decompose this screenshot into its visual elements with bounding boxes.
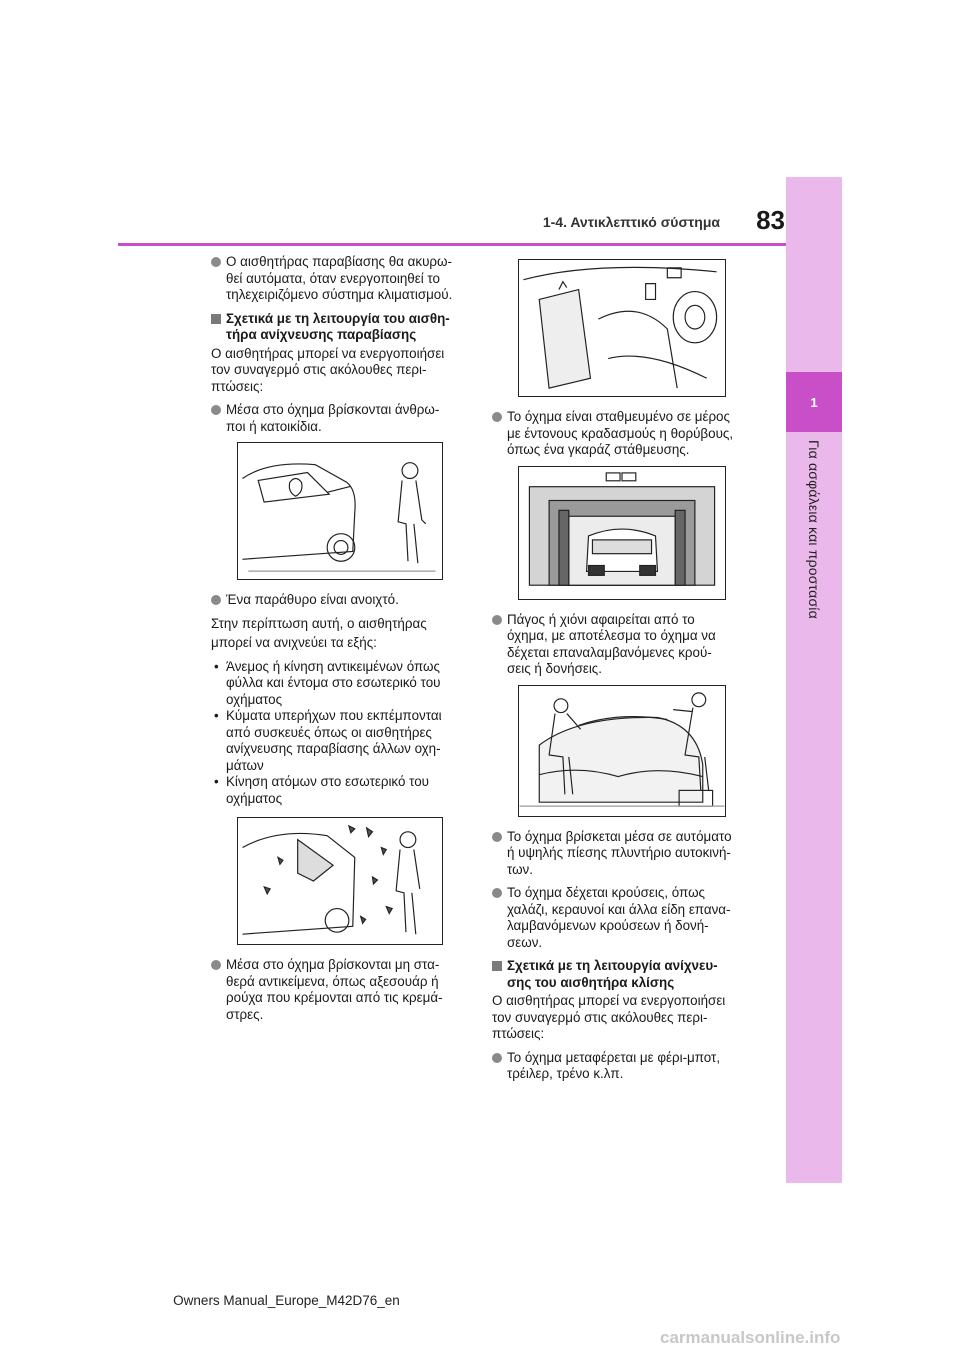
- item-text: Το όχημα βρίσκεται μέσα σε αυτόματο ή υψηλής πίεσης πλυντήριο αυτοκινή- των.: [507, 828, 732, 877]
- section-title: 1-4. Αντικλεπτικό σύστημα: [542, 214, 720, 230]
- bullet-item: • Κύματα υπερήχων που εκπέμπονται από συσκευές όπως οι αισθητήρες ανίχνευσης παραβίασης άλλων οχη- μάτων: [211, 708, 473, 774]
- footer-text: Owners Manual_Europe_M42D76_en: [173, 1293, 400, 1308]
- watermark[interactable]: carmanualsonline.info: [660, 1328, 841, 1347]
- list-item: [492, 829, 754, 879]
- bullet-item: • Άνεμος ή κίνηση αντικειμένων όπως φύλλα και έντομα στο εσωτερικό του οχήματος: [211, 659, 473, 709]
- header-rule: [118, 243, 786, 246]
- bullet-dot-icon: [211, 960, 221, 970]
- right-column: [492, 254, 754, 1090]
- bullet-dot-icon: [492, 412, 502, 422]
- item-text: Πάγος ή χιόνι αφαιρείται από το όχημα, με αποτέλεσμα το όχημα να δέχεται επαναλαμβανόμενες κρού- σεις ή δονήσεις.: [507, 611, 716, 676]
- bullet-dot-icon: [211, 257, 221, 267]
- figure-car-wash: [518, 466, 726, 600]
- subsection-heading: [211, 311, 473, 344]
- bullet-list: [211, 659, 473, 808]
- paragraph: Ο αισθητήρας μπορεί να ενεργοποιήσει τον συναγερμό στις ακόλουθες περι- πτώσεις:: [211, 345, 445, 394]
- item-text: Ο αισθητήρας παραβίασης θα ακυρω- θεί αυτόματα, όταν ενεργοποιηθεί το τηλεχειριζόμενο σύστημα κλιματισμού.: [226, 254, 453, 302]
- illustration: [238, 443, 442, 579]
- illustration: [238, 818, 442, 944]
- item-text: Μέσα στο όχημα βρίσκονται μη στα- θερά αντικείμενα, όπως αξεσουάρ ή ρούχα που κρέμονται από τις κρεμά- στρες.: [226, 957, 443, 1022]
- illustration: [519, 260, 725, 396]
- chapter-number: 1: [810, 394, 818, 410]
- subsection-heading: [492, 958, 754, 991]
- bullet-item: • Κίνηση ατόμων στο εσωτερικό του οχήματος: [211, 774, 473, 807]
- list-item: [211, 254, 473, 304]
- chapter-title-tab: [786, 440, 842, 700]
- bullet-dot-icon: [492, 888, 502, 898]
- item-text: Το όχημα είναι σταθμευμένο σε μέρος με έντονους κραδασμούς η θορύβους, όπως ένα γκαράζ στάθμευσης.: [507, 409, 734, 457]
- figure-interior-hanging-clothes: [518, 259, 726, 397]
- illustration: [519, 686, 725, 816]
- paragraph: μπορεί να ανιχνεύει τα εξής:: [211, 635, 377, 650]
- paragraph: Ο αισθητήρας μπορεί να ενεργοποιήσει τον συναγερμό στις ακόλουθες περι- πτώσεις:: [492, 993, 726, 1041]
- paragraph: Στην περίπτωση αυτή, ο αισθητήρας: [211, 615, 427, 631]
- chapter-number-tab[interactable]: [786, 372, 842, 432]
- item-text: Μέσα στο όχημα βρίσκονται άνθρω- ποι ή κατοικίδια.: [226, 402, 440, 434]
- bullet-dot-icon: [211, 595, 221, 605]
- item-text: Το όχημα μεταφέρεται με φέρι-μποτ, τρέιλερ, τρένο κ.λπ.: [507, 1049, 721, 1081]
- list-item: [492, 409, 754, 459]
- list-item: [492, 612, 754, 678]
- chapter-title: Για ασφάλεια και προστασία: [806, 440, 822, 619]
- item-text: Το όχημα δέχεται κρούσεις, όπως χαλάζι, κεραυνοί και άλλα είδη επανα- λαμβανόμενων κρούσεων ή δονή- σεων.: [507, 885, 731, 950]
- heading-text: Σχετικά με τη λειτουργία ανίχνευ- σης του αισθητήρα κλίσης: [507, 958, 718, 990]
- heading-square-icon: [492, 961, 502, 971]
- figure-open-window-leaves: [237, 817, 443, 945]
- list-item: [211, 402, 473, 435]
- figure-snow-removal: [518, 685, 726, 817]
- list-item: [492, 1050, 754, 1083]
- left-column: [211, 254, 473, 1030]
- illustration: [519, 467, 725, 599]
- list-item: [211, 957, 473, 1023]
- list-item: [211, 592, 473, 609]
- list-item: [492, 885, 754, 951]
- bullet-dot-icon: [211, 405, 221, 415]
- bullet-dot-icon: [492, 615, 502, 625]
- figure-pet-and-person-in-car: [237, 442, 443, 580]
- item-text: Ένα παράθυρο είναι ανοιχτό.: [226, 592, 399, 607]
- bullet-dot-icon: [492, 832, 502, 842]
- heading-square-icon: [211, 314, 221, 324]
- bullet-dot-icon: [492, 1053, 502, 1063]
- heading-text: Σχετικά με τη λειτουργία του αισθη- τήρα ανίχνευσης παραβίασης: [226, 310, 450, 342]
- page-number: 83: [756, 205, 785, 235]
